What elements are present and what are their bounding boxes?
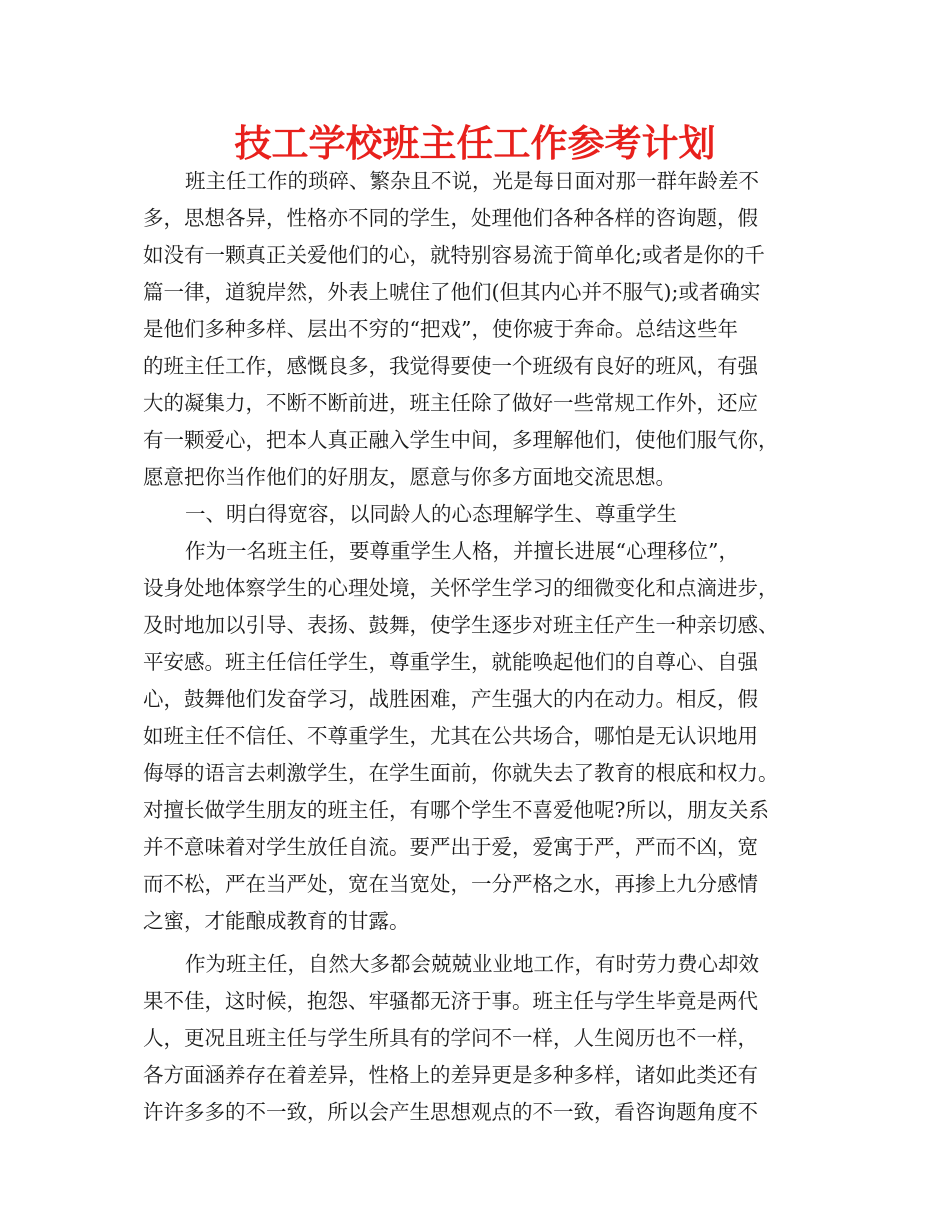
- text-line: 多，思想各异，性格亦不同的学生，处理他们各种各样的咨询题，假: [143, 206, 758, 230]
- text-line: 对擅长做学生朋友的班主任，有哪个学生不喜爱他呢?所以，朋友关系: [143, 798, 769, 822]
- text-line: 人，更况且班主任与学生所具有的学问不一样，人生阅历也不一样，: [143, 1026, 758, 1050]
- text-line: 作为一名班主任，要尊重学生人格，并擅长进展“心理移位”，: [185, 539, 739, 563]
- document-body: [143, 163, 815, 1131]
- text-line: 侮辱的语言去刺激学生，在学生面前，你就失去了教育的根底和权力。: [143, 761, 779, 785]
- text-line: 许许多多的不一致，所以会产生思想观点的不一致，看咨询题角度不: [143, 1100, 758, 1124]
- text-line: 大的凝集力，不断不断前进，班主任除了做好一些常规工作外，还应: [143, 391, 758, 415]
- text-line: 篇一律，道貌岸然，外表上唬住了他们(但其内心并不服气);或者确实: [143, 280, 761, 304]
- text-line: 各方面涵养存在着差异，性格上的差异更是多种多样，诸如此类还有: [143, 1063, 758, 1087]
- text-line: 有一颗爱心，把本人真正融入学生中间，多理解他们，使他们服气你，: [143, 428, 779, 452]
- text-line: 及时地加以引导、表扬、鼓舞，使学生逐步对班主任产生一种亲切感、: [143, 613, 779, 637]
- text-line: 心，鼓舞他们发奋学习，战胜困难，产生强大的内在动力。相反，假: [143, 687, 758, 711]
- text-line: 如班主任不信任、不尊重学生，尤其在公共场合，哪怕是无认识地用: [143, 724, 758, 748]
- text-line: 班主任工作的琐碎、繁杂且不说，光是每日面对那一群年龄差不: [185, 169, 759, 193]
- text-line: 设身处地体察学生的心理处境，关怀学生学习的细微变化和点滴进步，: [143, 576, 779, 600]
- text-line: 果不佳，这时候，抱怨、牢骚都无济于事。班主任与学生毕竟是两代: [143, 989, 758, 1013]
- text-line: 并不意味着对学生放任自流。要严出于爱，爱寓于严，严而不凶，宽: [143, 835, 758, 859]
- document-title: 技工学校班主任工作参考计划: [234, 122, 716, 165]
- text-line: 的班主任工作，感慨良多，我觉得要使一个班级有良好的班风，有强: [143, 354, 758, 378]
- text-line: 愿意把你当作他们的好朋友，愿意与你多方面地交流思想。: [143, 465, 676, 489]
- text-line: 作为班主任，自然大多都会兢兢业业地工作，有时劳力费心却效: [185, 952, 759, 976]
- text-line: 平安感。班主任信任学生，尊重学生，就能唤起他们的自尊心、自强: [143, 650, 758, 674]
- text-line: 是他们多种多样、层出不穷的“把戏”，使你疲于奔命。总结这些年: [143, 317, 738, 341]
- text-line: 之蜜，才能酿成教育的甘露。: [143, 909, 410, 933]
- text-line: 而不松，严在当严处，宽在当宽处，一分严格之水，再掺上九分感情: [143, 872, 758, 896]
- text-line: 一、明白得宽容，以同龄人的心态理解学生、尊重学生: [185, 502, 677, 526]
- text-line: 如没有一颗真正关爱他们的心，就特别容易流于简单化;或者是你的千: [143, 243, 765, 267]
